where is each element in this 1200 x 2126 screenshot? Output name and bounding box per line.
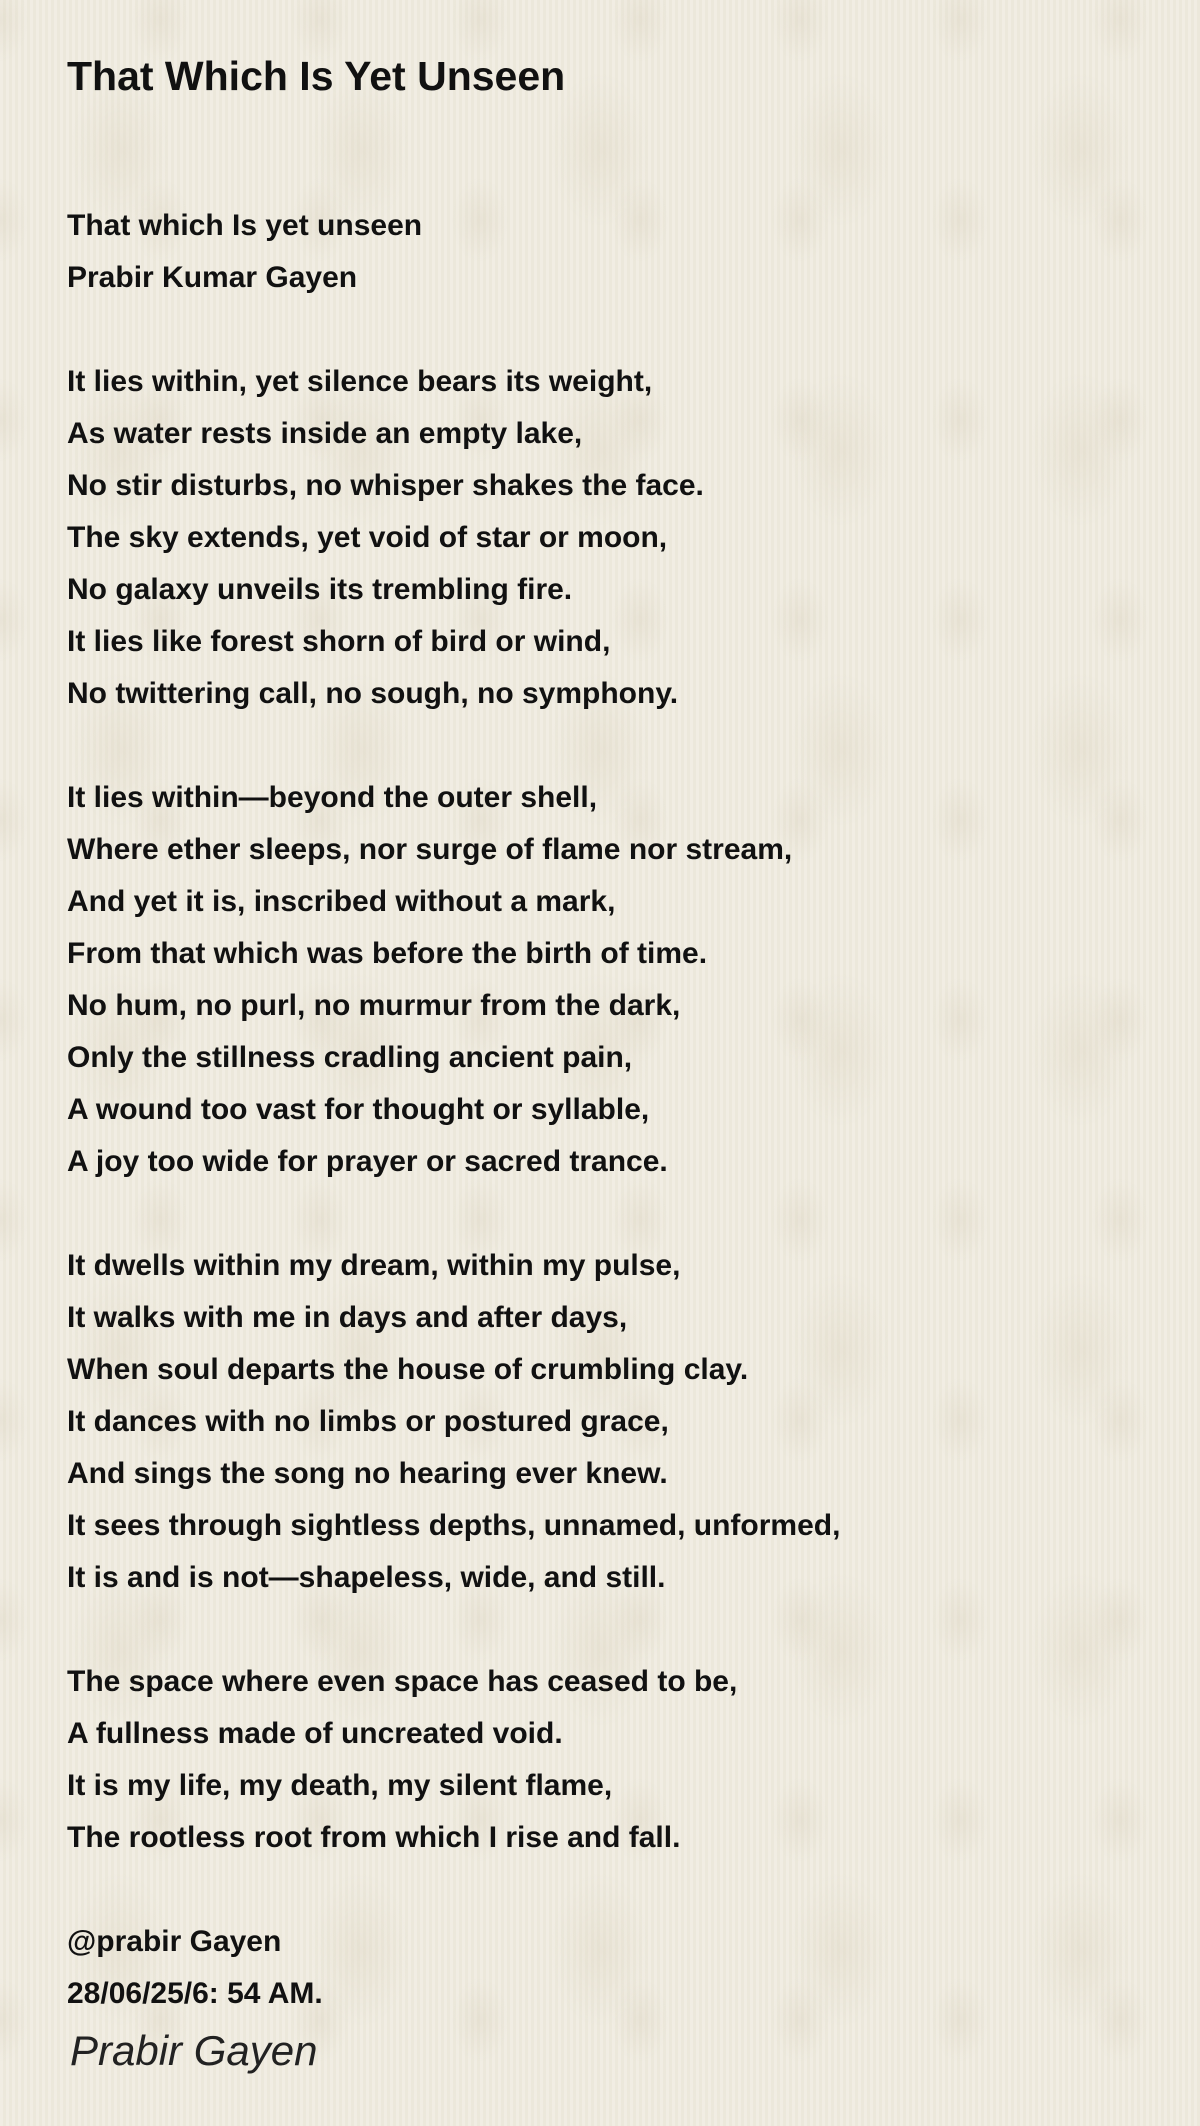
poem-line: The rootless root from which I rise and fall. [67, 1821, 681, 1854]
stanza-break [67, 1188, 1147, 1240]
poem-line: 28/06/25/6: 54 AM. [67, 1977, 323, 2010]
poem-line: The sky extends, yet void of star or moon, [67, 521, 668, 554]
poem-line: From that which was before the birth of time. [67, 937, 708, 970]
stanza-break [67, 1604, 1147, 1656]
poem-line: A joy too wide for prayer or sacred trance. [67, 1145, 668, 1178]
poem-line: @prabir Gayen [67, 1925, 282, 1958]
poem-line: Only the stillness cradling ancient pain, [67, 1041, 633, 1074]
poem-line: It sees through sightless depths, unnamed, unformed, [67, 1509, 841, 1542]
author-signature: Prabir Gayen [70, 2027, 318, 2074]
poem-line: It lies within—beyond the outer shell, [67, 781, 598, 814]
poem-line: And sings the song no hearing ever knew. [67, 1457, 668, 1490]
poem-line: Where ether sleeps, nor surge of flame nor stream, [67, 833, 793, 866]
stanza-break [67, 304, 1147, 356]
poem-line: Prabir Kumar Gayen [67, 261, 358, 294]
poem-line: It lies within, yet silence bears its weight, [67, 365, 653, 398]
poem-page [67, 48, 1147, 2020]
poem-line: A fullness made of uncreated void. [67, 1717, 563, 1750]
stanza-break [67, 1864, 1147, 1916]
poem-line: No twittering call, no sough, no symphony. [67, 677, 679, 710]
poem-line: It walks with me in days and after days, [67, 1301, 628, 1334]
poem-line: No stir disturbs, no whisper shakes the face. [67, 469, 704, 502]
stanza-break [67, 720, 1147, 772]
poem-line: It dances with no limbs or postured grace, [67, 1405, 669, 1438]
poem-line: When soul departs the house of crumbling clay. [67, 1353, 749, 1386]
poem-line: No galaxy unveils its trembling fire. [67, 573, 573, 606]
poem-line: It is my life, my death, my silent flame, [67, 1769, 613, 1802]
poem-line: A wound too vast for thought or syllable, [67, 1093, 650, 1126]
poem-line: It is and is not—shapeless, wide, and still. [67, 1561, 666, 1594]
poem-line: No hum, no purl, no murmur from the dark, [67, 989, 681, 1022]
poem-line: And yet it is, inscribed without a mark, [67, 885, 616, 918]
poem-title: That Which Is Yet Unseen [67, 53, 566, 99]
poem-line: The space where even space has ceased to be, [67, 1665, 738, 1698]
poem-line: It lies like forest shorn of bird or wind, [67, 625, 611, 658]
poem-line: As water rests inside an empty lake, [67, 417, 583, 450]
poem-body [67, 200, 1147, 2020]
poem-line: That which Is yet unseen [67, 209, 423, 242]
poem-line: It dwells within my dream, within my pulse, [67, 1249, 681, 1282]
